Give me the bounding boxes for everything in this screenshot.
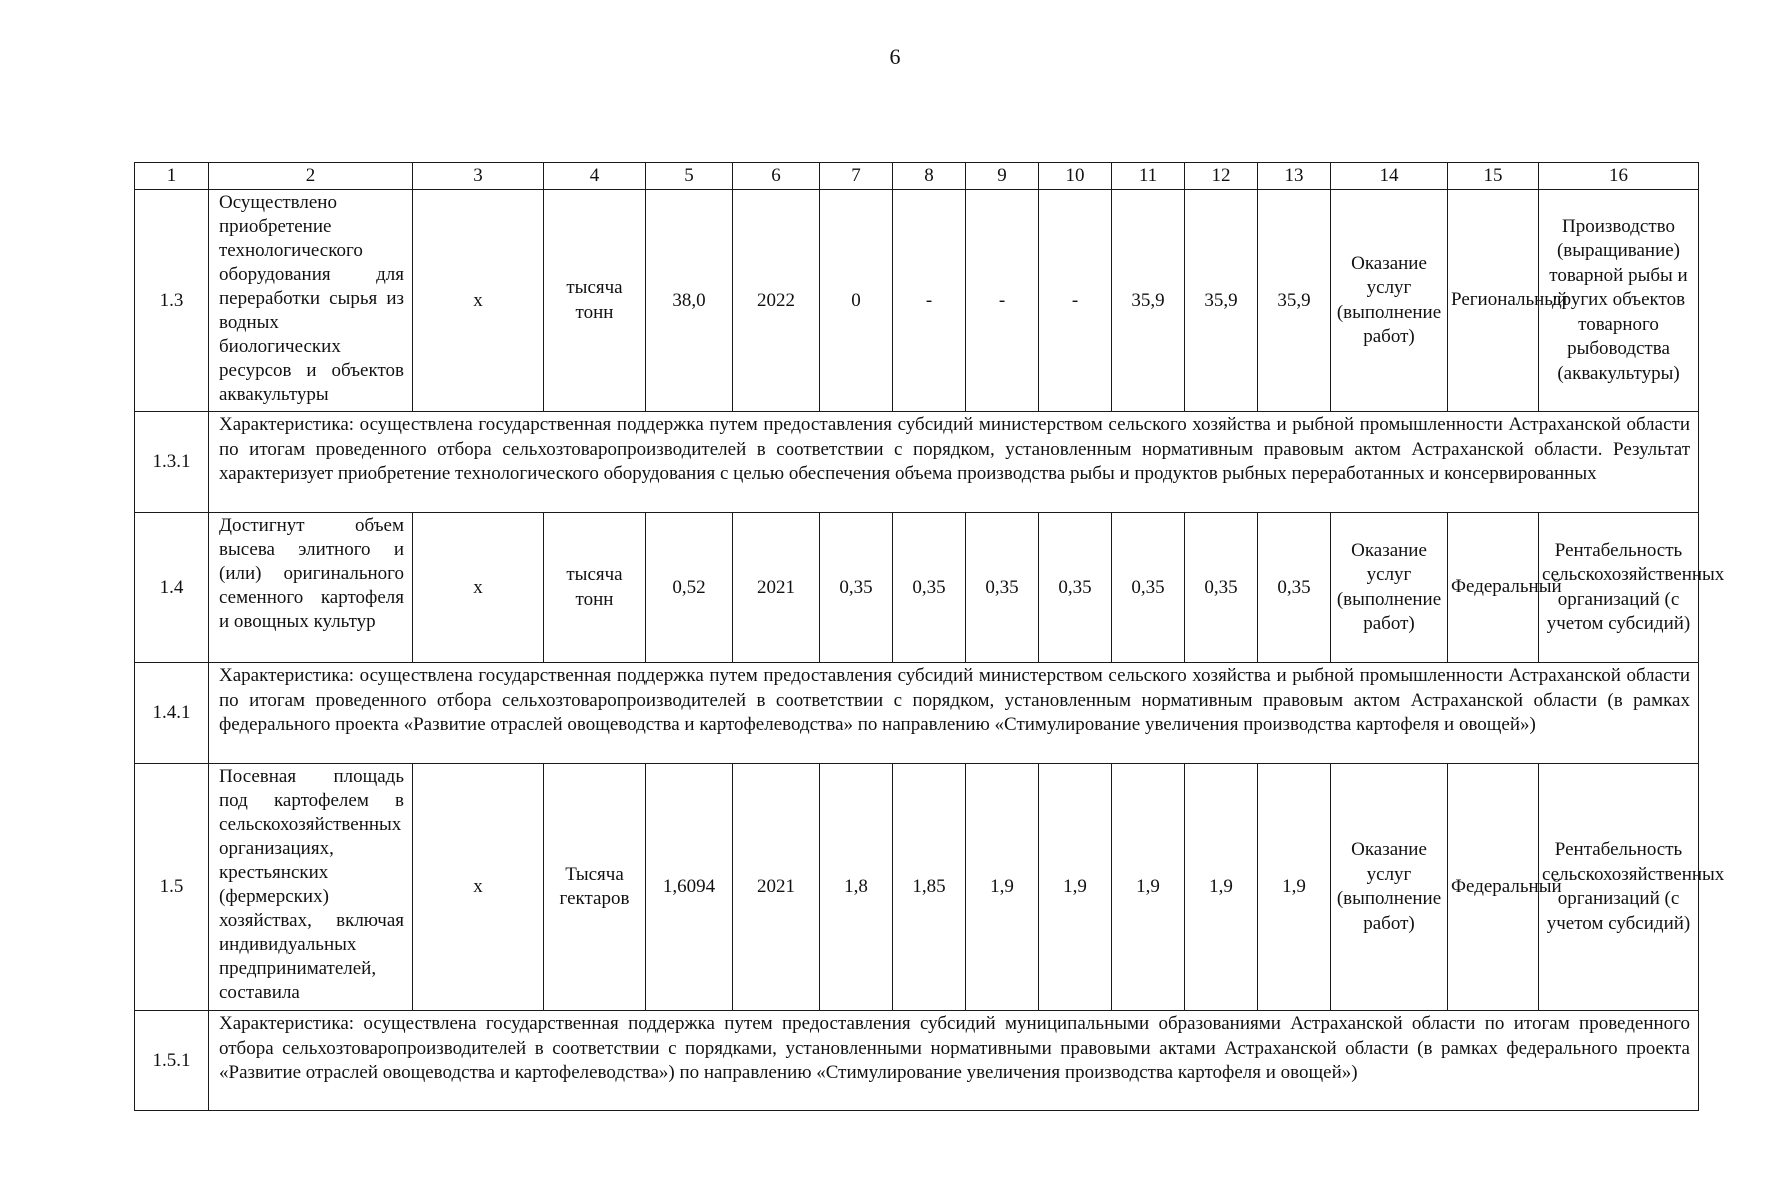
column-number-header: 9 <box>966 163 1039 190</box>
year-value: 0,35 <box>1185 513 1258 663</box>
base-year: 2021 <box>733 513 820 663</box>
result-level: Федеральный <box>1448 764 1539 1011</box>
characteristic-text: Характеристика: осуществлена государственная поддержка путем предоставления субсидий министерством сельского хозяйства и рыбной промышленности Астраханской области по итогам проведенного отбора сельхозтоваропроизводителей в соответствии с порядком, установленным нормативным правовым актом Астраханской области (в рамках федерального проекта «Развитие отраслей овощеводства и картофелеводства» по направлению «Стимулирование увеличения производства картофеля и овощей») <box>209 663 1699 764</box>
year-value: - <box>893 190 966 412</box>
base-value: 1,6094 <box>646 764 733 1011</box>
col3-value: х <box>413 513 544 663</box>
row-id: 1.3 <box>135 190 209 412</box>
base-year: 2021 <box>733 764 820 1011</box>
column-number-header: 4 <box>544 163 646 190</box>
year-value: 35,9 <box>1258 190 1331 412</box>
year-value: 0,35 <box>893 513 966 663</box>
characteristic-row <box>135 663 1699 764</box>
table-row <box>135 190 1699 412</box>
linked-indicator: Рентабельность сельскохозяйственных организаций (с учетом субсидий) <box>1539 513 1699 663</box>
column-number-header: 8 <box>893 163 966 190</box>
col3-value: х <box>413 190 544 412</box>
column-number-header: 6 <box>733 163 820 190</box>
row-id: 1.5 <box>135 764 209 1011</box>
result-name: Посевная площадь под картофелем в сельскохозяйственных организациях, крестьянских (фермерских) хозяйствах, включая индивидуальных предпринимателей, составила <box>209 764 413 1011</box>
year-value: 1,85 <box>893 764 966 1011</box>
table-row <box>135 513 1699 663</box>
year-value: 0 <box>820 190 893 412</box>
unit: тысяча тонн <box>544 190 646 412</box>
year-value: - <box>966 190 1039 412</box>
year-value: 1,8 <box>820 764 893 1011</box>
linked-indicator: Производство (выращивание) товарной рыбы и других объектов товарного рыбоводства (аквакультуры) <box>1539 190 1699 412</box>
column-number-header: 7 <box>820 163 893 190</box>
row-id: 1.3.1 <box>135 412 209 513</box>
year-value: 1,9 <box>966 764 1039 1011</box>
result-type: Оказание услуг (выполнение работ) <box>1331 513 1448 663</box>
year-value: 1,9 <box>1258 764 1331 1011</box>
year-value: 1,9 <box>1112 764 1185 1011</box>
column-number-header: 15 <box>1448 163 1539 190</box>
column-number-header: 1 <box>135 163 209 190</box>
year-value: 0,35 <box>1039 513 1112 663</box>
result-name: Осуществлено приобретение технологического оборудования для переработки сырья из водных биологических ресурсов и объектов аквакультуры <box>209 190 413 412</box>
column-number-header: 16 <box>1539 163 1699 190</box>
result-level: Федеральный <box>1448 513 1539 663</box>
column-number-row <box>135 163 1699 190</box>
base-value: 0,52 <box>646 513 733 663</box>
year-value: - <box>1039 190 1112 412</box>
unit: тысяча тонн <box>544 513 646 663</box>
column-number-header: 10 <box>1039 163 1112 190</box>
result-type: Оказание услуг (выполнение работ) <box>1331 190 1448 412</box>
characteristic-row <box>135 412 1699 513</box>
base-year: 2022 <box>733 190 820 412</box>
year-value: 1,9 <box>1039 764 1112 1011</box>
year-value: 1,9 <box>1185 764 1258 1011</box>
year-value: 35,9 <box>1112 190 1185 412</box>
row-id: 1.5.1 <box>135 1011 209 1111</box>
col3-value: х <box>413 764 544 1011</box>
base-value: 38,0 <box>646 190 733 412</box>
table-row <box>135 764 1699 1011</box>
result-type: Оказание услуг (выполнение работ) <box>1331 764 1448 1011</box>
result-level: Региональный <box>1448 190 1539 412</box>
column-number-header: 12 <box>1185 163 1258 190</box>
results-table <box>134 162 1725 1111</box>
year-value: 0,35 <box>1112 513 1185 663</box>
column-number-header: 2 <box>209 163 413 190</box>
page-number: 6 <box>889 44 901 69</box>
row-id: 1.4.1 <box>135 663 209 764</box>
year-value: 0,35 <box>966 513 1039 663</box>
linked-indicator: Рентабельность сельскохозяйственных организаций (с учетом субсидий) <box>1539 764 1699 1011</box>
characteristic-text: Характеристика: осуществлена государственная поддержка путем предоставления субсидий министерством сельского хозяйства и рыбной промышленности Астраханской области по итогам проведенного отбора сельхозтоваропроизводителей в соответствии с порядком, установленным нормативным правовым актом Астраханской области. Результат характеризует приобретение технологического оборудования с целью обеспечения объема производства рыбы и продуктов рыбных переработанных и консервированных <box>209 412 1699 513</box>
year-value: 0,35 <box>1258 513 1331 663</box>
column-number-header: 11 <box>1112 163 1185 190</box>
result-name: Достигнут объем высева элитного и (или) оригинального семенного картофеля и овощных культур <box>209 513 413 663</box>
year-value: 0,35 <box>820 513 893 663</box>
unit: Тысяча гектаров <box>544 764 646 1011</box>
column-number-header: 13 <box>1258 163 1331 190</box>
characteristic-text: Характеристика: осуществлена государственная поддержка путем предоставления субсидий муниципальными образованиями Астраханской области по итогам проведенного отбора сельхозтоваропроизводителей в соответствии с порядками, установленными нормативными правовыми актами Астраханской области (в рамках федерального проекта «Развитие отраслей овощеводства и картофелеводства») по направлению «Стимулирование увеличения производства картофеля и овощей») <box>209 1011 1699 1111</box>
column-number-header: 14 <box>1331 163 1448 190</box>
year-value: 35,9 <box>1185 190 1258 412</box>
column-number-header: 5 <box>646 163 733 190</box>
characteristic-row <box>135 1011 1699 1111</box>
column-number-header: 3 <box>413 163 544 190</box>
row-id: 1.4 <box>135 513 209 663</box>
